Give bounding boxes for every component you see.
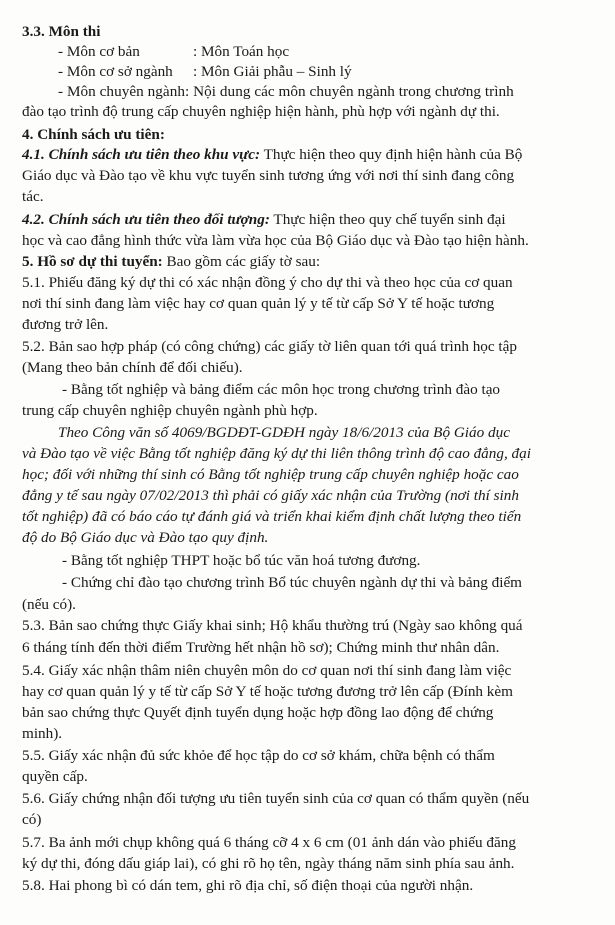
item-5-2-bullet-2: - Bằng tốt nghiệp THPT hoặc bổ túc văn hoá tương đương. <box>62 552 421 569</box>
mon-co-so-nganh-row <box>58 62 352 82</box>
item-5-2-bullet-1-line-1: - Bằng tốt nghiệp và bảng điểm các môn học trong chương trình đào tạo <box>62 381 501 398</box>
item-5-3-line-1: 5.3. Bản sao chứng thực Giấy khai sinh; Hộ khẩu thường trú (Ngày sao không quá <box>22 617 523 634</box>
item-5-7-line-1: 5.7. Ba ảnh mới chụp không quá 6 tháng cỡ 4 x 6 cm (01 ảnh dán vào phiếu đăng <box>22 834 516 851</box>
section-5-heading-line <box>22 252 320 272</box>
section-4-heading: 4. Chính sách ưu tiên: <box>22 126 165 143</box>
policy-4-1-line-2: Giáo dục và Đào tạo về khu vực tuyển sinh tương ứng với nơi thí sinh đang công <box>22 167 515 184</box>
policy-4-2-line-1 <box>22 210 506 230</box>
mon-co-so-nganh-label: - Môn cơ sở ngành <box>58 63 173 80</box>
mon-co-ban-value: : Môn Toán học <box>193 43 290 60</box>
mon-co-so-nganh-value: : Môn Giải phẫu – Sinh lý <box>193 63 352 80</box>
mon-chuyen-nganh-line-2: đào tạo trình độ trung cấp chuyên nghiệp hiện hành, phù hợp với ngành dự thi. <box>22 103 500 120</box>
note-line-5: tốt nghiệp) đã có báo cáo tự đánh giá và triển khai kiểm định chất lượng theo tiến <box>22 508 522 525</box>
item-5-2-bullet-1-line-2: trung cấp chuyên nghiệp chuyên ngành phù hợp. <box>22 402 318 419</box>
item-5-2-bullet-3-line-2: (nếu có). <box>22 596 76 613</box>
item-5-2-line-2: (Mang theo bản chính để đối chiếu). <box>22 359 243 376</box>
mon-co-ban-label: - Môn cơ bản <box>58 43 140 60</box>
policy-4-2-text: Thực hiện theo quy chế tuyển sinh đại <box>269 211 506 228</box>
policy-4-2-line-2: học và cao đẳng hình thức vừa làm vừa học của Bộ Giáo dục và Đào tạo hiện hành. <box>22 232 529 249</box>
item-5-5-line-2: quyền cấp. <box>22 768 88 785</box>
policy-4-1-line-3: tác. <box>22 188 44 205</box>
note-line-4: đẳng y tế sau ngày 07/02/2013 thì phải có giấy xác nhận của Trường (nơi thí sinh <box>22 487 519 504</box>
item-5-8-line-1: 5.8. Hai phong bì có dán tem, ghi rõ địa chỉ, số điện thoại của người nhận. <box>22 877 474 894</box>
section-5-heading: 5. Hồ sơ dự thi tuyển: <box>22 253 163 270</box>
item-5-2-bullet-3-line-1: - Chứng chỉ đào tạo chương trình Bổ túc chuyên ngành dự thi và bảng điểm <box>62 574 522 591</box>
item-5-4-line-4: minh). <box>22 725 63 742</box>
policy-4-1-label: 4.1. Chính sách ưu tiên theo khu vực: <box>22 146 261 163</box>
item-5-1-line-1: 5.1. Phiếu đăng ký dự thi có xác nhận đồng ý cho dự thi và theo học của cơ quan <box>22 274 513 291</box>
policy-4-1-text: Thực hiện theo quy định hiện hành của Bộ <box>260 146 523 163</box>
note-line-6: độ do Bộ Giáo dục và Đào tạo quy định. <box>22 529 269 546</box>
item-5-6-line-1: 5.6. Giấy chứng nhận đối tượng ưu tiên tuyển sinh của cơ quan có thẩm quyền (nếu <box>22 790 530 807</box>
section-5-heading-rest: Bao gồm các giấy tờ sau: <box>162 253 321 270</box>
item-5-1-line-3: đương trở lên. <box>22 316 109 333</box>
mon-co-ban-row <box>58 42 289 62</box>
item-5-2-line-1: 5.2. Bản sao hợp pháp (có công chứng) các giấy tờ liên quan tới quá trình học tập <box>22 338 517 355</box>
note-line-1: Theo Công văn số 4069/BGDĐT-GDĐH ngày 18/6/2013 của Bộ Giáo dục <box>58 424 510 441</box>
note-line-2: và Đào tạo về việc Bằng tốt nghiệp đăng ký dự thi liên thông trình độ cao đẳng, đại <box>22 445 531 462</box>
policy-4-1-line-1 <box>22 145 522 165</box>
note-line-3: học; đối với những thí sinh có Bằng tốt nghiệp trung cấp chuyên nghiệp hoặc cao <box>22 466 519 483</box>
item-5-5-line-1: 5.5. Giấy xác nhận đủ sức khỏe để học tập do cơ sở khám, chữa bệnh có thẩm <box>22 747 495 764</box>
mon-chuyen-nganh-line-1: - Môn chuyên ngành: Nội dung các môn chuyên ngành trong chương trình <box>58 83 514 100</box>
section-3-3-heading: 3.3. Môn thi <box>22 23 101 40</box>
policy-4-2-label: 4.2. Chính sách ưu tiên theo đối tượng: <box>22 211 270 228</box>
item-5-7-line-2: ký dự thi, đóng dấu giáp lai), có ghi rõ họ tên, ngày tháng năm sinh phía sau ảnh. <box>22 855 515 872</box>
item-5-4-line-2: hay cơ quan quản lý y tế từ cấp Sở Y tế hoặc tương đương trở lên cấp (Đính kèm <box>22 683 513 700</box>
item-5-4-line-1: 5.4. Giấy xác nhận thâm niên chuyên môn do cơ quan nơi thí sinh đang làm việc <box>22 662 512 679</box>
item-5-3-line-2: 6 tháng tính đến thời điểm Trường hết nhận hồ sơ); Chứng minh thư nhân dân. <box>22 639 500 656</box>
item-5-6-line-2: có) <box>22 811 42 828</box>
item-5-4-line-3: bản sao chứng thực Quyết định tuyển dụng hoặc hợp đồng lao động để chứng <box>22 704 494 721</box>
item-5-1-line-2: nơi thí sinh đang làm việc hay cơ quan quản lý y tế từ cấp Sở Y tế hoặc tương <box>22 295 495 312</box>
